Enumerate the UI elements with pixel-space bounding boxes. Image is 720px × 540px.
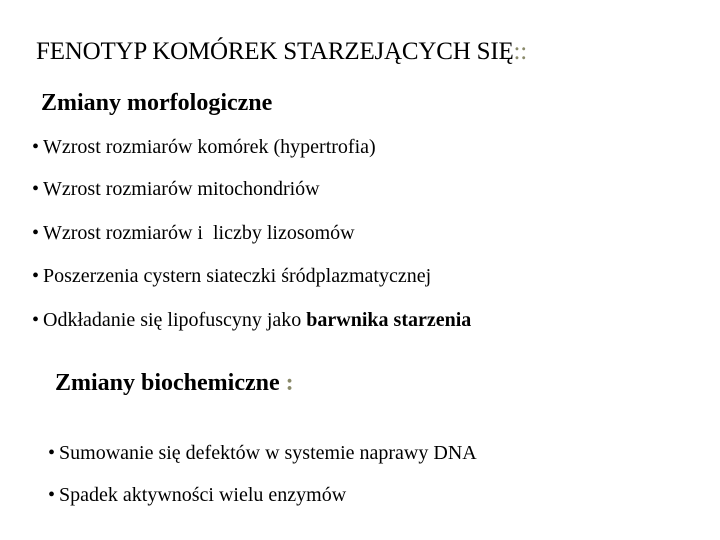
list-item-lysosomes	[32, 220, 355, 246]
list-item-enzymes	[48, 482, 346, 508]
section-heading-biochemical	[55, 368, 294, 398]
list-item-er-cisterns	[32, 263, 431, 289]
list-item-text: Wzrost rozmiarów komórek (hypertrofia)	[43, 136, 376, 158]
list-item-cell-size	[32, 134, 376, 160]
bullet-icon: •	[48, 484, 56, 506]
bullet-icon: •	[32, 309, 40, 331]
list-item-bold-text: barwnika starzenia	[306, 309, 472, 331]
list-item-mitochondria	[32, 176, 320, 202]
bullet-icon: •	[48, 442, 56, 464]
list-item-text: Poszerzenia cystern siateczki śródplazmatycznej	[43, 265, 432, 287]
slide-title	[36, 36, 527, 68]
bullet-icon: •	[32, 265, 40, 287]
section-heading-text: Zmiany biochemiczne	[55, 370, 280, 396]
list-item-text: Spadek aktywności wielu enzymów	[59, 484, 347, 506]
slide-title-colon: ::	[513, 38, 528, 65]
list-item-dna-repair	[48, 440, 477, 466]
list-item-text: Wzrost rozmiarów i liczby lizosomów	[43, 222, 355, 244]
bullet-icon: •	[32, 222, 40, 244]
bullet-icon: •	[32, 136, 40, 158]
section-heading-text: Zmiany morfologiczne	[41, 90, 273, 116]
bullet-icon: •	[32, 178, 40, 200]
slide-title-text: FENOTYP KOMÓREK STARZEJĄCYCH SIĘ	[36, 38, 514, 65]
list-item-text: Wzrost rozmiarów mitochondriów	[43, 178, 320, 200]
list-item-lipofuscin	[32, 307, 471, 333]
section-heading-morphological	[41, 88, 272, 118]
section-heading-colon: :	[279, 370, 294, 396]
list-item-text: Sumowanie się defektów w systemie naprawy DNA	[59, 442, 477, 464]
list-item-text: Odkładanie się lipofuscyny jako	[43, 309, 307, 331]
